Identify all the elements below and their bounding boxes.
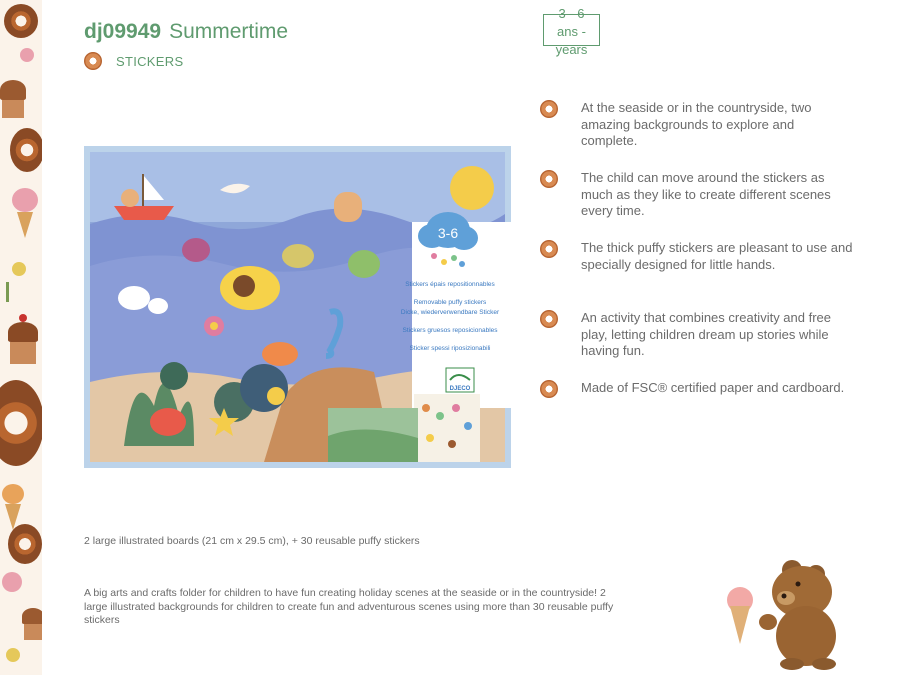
package-text-line: Stickers gruesos reposicionables [402, 327, 498, 334]
package-text-line: Dicke, wiederverwendbare Sticker [400, 309, 500, 316]
feature-text: The thick puffy stickers are pleasant to use and specially designed for little hands. [581, 240, 853, 272]
cupcake-icon [8, 314, 38, 366]
ice-cream-icon [2, 484, 24, 530]
donut-icon [0, 380, 42, 466]
donut-icon [10, 128, 42, 172]
feature-item [540, 380, 853, 398]
donut-ring-icon [84, 52, 102, 70]
feature-item [540, 240, 853, 273]
ice-cream-icon [12, 188, 38, 238]
donut-ring-icon [540, 380, 558, 398]
product-image [84, 146, 511, 468]
product-description: A big arts and crafts folder for children to have fun creating holiday scenes at the seaside or in the countryside! 2 large illustrated backgrounds for children to create fun and adventurous scenes using more than 30 reusable puffy stickers [84, 587, 614, 626]
age-line: 3 - 6 [558, 6, 585, 21]
cupcake-icon [0, 80, 26, 120]
flower-icon [2, 572, 22, 592]
donut-ring-icon [540, 100, 558, 118]
package-age-badge: 3-6 [437, 225, 459, 241]
feature-item [540, 100, 853, 150]
flower-icon [20, 48, 34, 62]
brand-logo: DJECO [449, 386, 471, 392]
donut-ring-icon [540, 170, 558, 188]
cupcake-icon [22, 608, 42, 644]
package-text-line: Sticker spessi riposizionabili [409, 345, 491, 352]
donut-icon [4, 4, 38, 38]
feature-item [540, 310, 853, 360]
package-text-line: Stickers épais repositionnables [405, 281, 495, 288]
donut-ring-icon [540, 310, 558, 328]
product-sku: dj09949 [84, 20, 162, 43]
age-line: years [555, 42, 588, 57]
feature-text: At the seaside or in the countryside, two amazing backgrounds to explore and complete. [581, 100, 812, 148]
product-specs: 2 large illustrated boards (21 cm x 29.5 cm), + 30 reusable puffy stickers [84, 535, 420, 547]
bear-mascot-illustration [720, 540, 850, 670]
feature-text: The child can move around the stickers as much as they like to create different scenes every time. [581, 170, 831, 218]
feature-text: Made of FSC® certified paper and cardboard. [581, 380, 845, 395]
flower-icon [6, 648, 20, 662]
category-label: STICKERS [116, 53, 184, 69]
decorative-side-strip [0, 0, 42, 675]
product-title-row [84, 20, 288, 44]
age-range-badge [543, 6, 600, 57]
donut-ring-icon [540, 240, 558, 258]
donut-icon [8, 524, 42, 564]
category-row [84, 52, 183, 70]
product-title: Summertime [169, 20, 289, 43]
feature-text: An activity that combines creativity and free play, letting children dream up stories while having fun. [581, 310, 832, 358]
flower-icon [12, 262, 26, 276]
package-text-line: Removable puffy stickers [413, 299, 487, 306]
age-line: ans - [557, 24, 586, 39]
feature-item [540, 170, 853, 220]
plant-icon [6, 282, 9, 302]
